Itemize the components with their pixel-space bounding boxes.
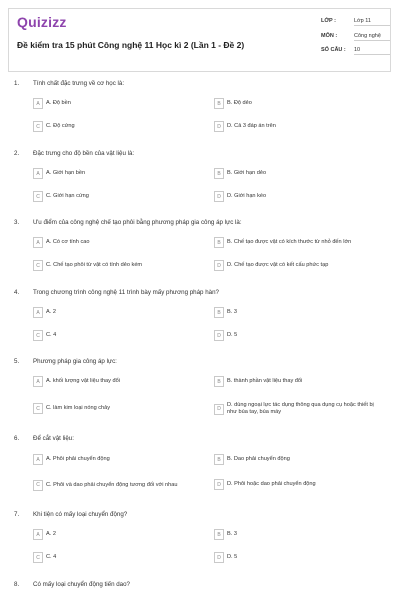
option-text: D. Giới hạn kéo <box>227 193 267 199</box>
question-number: 5. <box>14 358 20 365</box>
option-text: C. 4 <box>46 554 57 560</box>
option-letter-box: B <box>214 529 224 540</box>
option-text: B. 3 <box>227 309 237 315</box>
question-count-label: SỐ CÂU : <box>321 47 346 53</box>
question-text: Có mấy loại chuyển động tiến dao? <box>33 581 131 588</box>
answer-option[interactable] <box>33 375 193 388</box>
option-letter-box: B <box>214 98 224 109</box>
option-text: C. Chế tạo phôi từ vật có tính dẻo kém <box>46 262 143 268</box>
option-letter-box: C <box>33 480 43 491</box>
question-text: Khi tiện có mấy loại chuyển động? <box>33 511 128 518</box>
option-letter-box: D <box>214 330 224 341</box>
option-text: B. Dao phải chuyển động <box>227 456 290 462</box>
answer-option[interactable] <box>33 97 193 110</box>
question-number: 3. <box>14 219 20 226</box>
answer-option[interactable] <box>214 329 379 342</box>
option-text: D. dùng ngoại lực tác dụng thông qua dụng cụ hoặc thiết bị như búa tay, búa máy <box>227 402 374 415</box>
answer-option[interactable] <box>33 236 193 249</box>
option-letter-box: B <box>214 168 224 179</box>
option-text: A. khối lượng vật liệu thay đổi <box>46 378 120 384</box>
option-letter-box: B <box>214 307 224 318</box>
question-number: 7. <box>14 511 20 518</box>
option-letter-box: A <box>33 376 43 387</box>
answer-option[interactable] <box>214 306 379 319</box>
option-text: B. Giới hạn dẻo <box>227 170 267 176</box>
option-text: B. Chế tạo được vật có kích thước từ nhỏ đến lớn <box>227 239 352 245</box>
option-text: C. Độ cứng <box>46 123 75 129</box>
option-letter-box: D <box>214 260 224 271</box>
option-letter-box: B <box>214 376 224 387</box>
answer-option[interactable] <box>214 478 379 491</box>
answer-option[interactable] <box>33 306 193 319</box>
option-letter-box: C <box>33 121 43 132</box>
answer-option[interactable] <box>214 453 379 466</box>
question-text: Ưu điểm của công nghệ chế tạo phôi bằng phương pháp gia công áp lực là: <box>33 219 242 226</box>
option-letter-box: D <box>214 552 224 563</box>
quizizz-logo: Quizizz <box>17 14 67 30</box>
option-text: B. Độ dẻo <box>227 100 252 106</box>
answer-option[interactable] <box>214 97 379 110</box>
option-letter-box: C <box>33 191 43 202</box>
question-text: Để cắt vật liệu: <box>33 435 74 442</box>
class-label: LỚP : <box>321 18 336 24</box>
option-letter-box: B <box>214 454 224 465</box>
answer-option[interactable] <box>214 167 379 180</box>
subject-value: Công nghệ <box>354 33 390 41</box>
option-text: C. Giới hạn cứng <box>46 193 89 199</box>
option-letter-box: A <box>33 454 43 465</box>
option-text: D. Phôi hoặc dao phải chuyển động <box>227 481 316 487</box>
option-text: B. thành phần vật liệu thay đổi <box>227 378 303 384</box>
option-letter-box: D <box>214 191 224 202</box>
option-letter-box: D <box>214 404 224 415</box>
option-text: A. Giới hạn bền <box>46 170 86 176</box>
answer-option[interactable] <box>214 190 379 203</box>
option-text: A. Độ bền <box>46 100 71 106</box>
option-letter-box: A <box>33 307 43 318</box>
question-number: 4. <box>14 289 20 296</box>
question-number: 1. <box>14 80 20 87</box>
answer-option[interactable] <box>214 551 379 564</box>
answer-option[interactable] <box>214 398 379 420</box>
question-text: Trong chương trình công nghệ 11 trình bày mấy phương pháp hàn? <box>33 289 219 296</box>
question-text: Đặc trưng cho độ bền của vật liệu là: <box>33 150 135 157</box>
option-letter-box: C <box>33 552 43 563</box>
option-text: D. Chế tạo được vật có kết cấu phức tạp <box>227 262 329 268</box>
answer-option[interactable] <box>33 329 193 342</box>
option-letter-box: D <box>214 121 224 132</box>
option-letter-box: A <box>33 237 43 248</box>
option-text: A. Có cơ tính cao <box>46 239 90 245</box>
option-letter-box: A <box>33 98 43 109</box>
answer-option[interactable] <box>214 120 379 133</box>
option-text: A. 2 <box>46 531 56 537</box>
answer-option[interactable] <box>33 259 193 272</box>
question-number: 8. <box>14 581 20 588</box>
option-text: A. Phôi phải chuyển động <box>46 456 110 462</box>
answer-option[interactable] <box>33 190 193 203</box>
option-text: C. làm kim loại nóng chảy <box>46 405 111 411</box>
answer-option[interactable] <box>33 528 193 541</box>
answer-option[interactable] <box>214 236 379 249</box>
question-text: Tính chất đặc trưng về cơ học là: <box>33 80 125 87</box>
answer-option[interactable] <box>33 474 193 496</box>
answer-option[interactable] <box>33 120 193 133</box>
subject-label: MÔN : <box>321 33 338 39</box>
option-letter-box: A <box>33 168 43 179</box>
option-text: C. 4 <box>46 332 57 338</box>
question-number: 2. <box>14 150 20 157</box>
option-letter-box: D <box>214 479 224 490</box>
option-letter-box: A <box>33 529 43 540</box>
answer-option[interactable] <box>33 167 193 180</box>
answer-option[interactable] <box>33 402 193 415</box>
option-letter-box: C <box>33 260 43 271</box>
answer-option[interactable] <box>33 453 193 466</box>
option-letter-box: C <box>33 330 43 341</box>
answer-option[interactable] <box>214 259 379 272</box>
option-letter-box: B <box>214 237 224 248</box>
question-count-value: 10 <box>354 47 390 55</box>
worksheet-title: Đề kiểm tra 15 phút Công nghệ 11 Học kì 2 (Lần 1 - Đề 2) <box>17 40 245 50</box>
option-text: A. 2 <box>46 309 56 315</box>
option-text: B. 3 <box>227 531 237 537</box>
option-text: C. Phôi và dao phải chuyển động tương đối với nhau <box>46 481 178 488</box>
worksheet-header <box>8 8 391 72</box>
question-text: Phương pháp gia công áp lực: <box>33 358 117 365</box>
answer-option[interactable] <box>214 528 379 541</box>
answer-option[interactable] <box>214 375 379 388</box>
answer-option[interactable] <box>33 551 193 564</box>
option-text: D. Cả 3 đáp án trên <box>227 123 276 129</box>
option-text: D. 5 <box>227 554 238 560</box>
class-value: Lớp 11 <box>354 18 390 26</box>
question-number: 6. <box>14 435 20 442</box>
option-text: D. 5 <box>227 332 238 338</box>
option-letter-box: C <box>33 403 43 414</box>
